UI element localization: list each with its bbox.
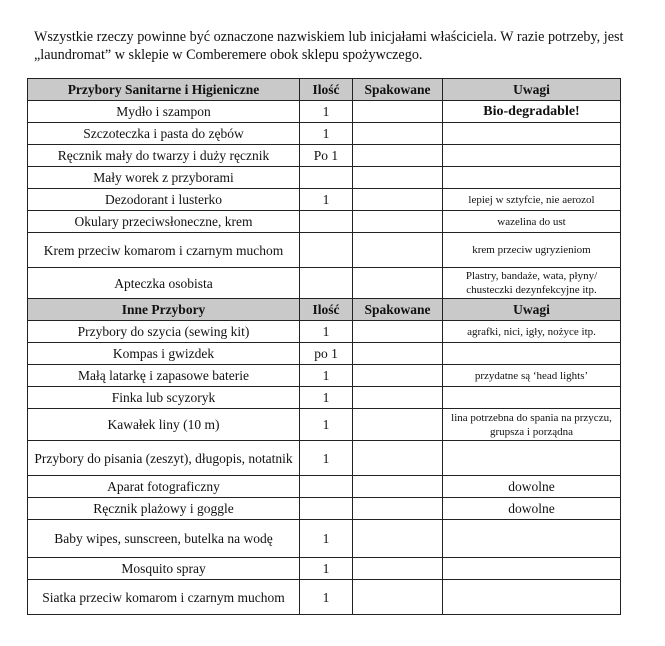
item-cell: Krem przeciw komarom i czarnym muchom: [28, 233, 300, 268]
table-row: [28, 558, 621, 580]
packed-cell[interactable]: [353, 189, 443, 211]
section-title: Inne Przybory: [28, 299, 300, 321]
table-row: [28, 145, 621, 167]
item-cell: Ręcznik plażowy i goggle: [28, 498, 300, 520]
table-row: [28, 409, 621, 441]
item-cell: Przybory do pisania (zeszyt), długopis, notatnik: [28, 441, 300, 476]
table-row: [28, 387, 621, 409]
note-cell: lina potrzebna do spania na przyczu, grupsza i porządna: [443, 409, 621, 441]
packed-cell[interactable]: [353, 321, 443, 343]
table-row: [28, 365, 621, 387]
quantity-cell: [300, 476, 353, 498]
note-cell: [443, 387, 621, 409]
table-row: [28, 211, 621, 233]
item-cell: Finka lub scyzoryk: [28, 387, 300, 409]
quantity-cell: 1: [300, 409, 353, 441]
packed-cell[interactable]: [353, 441, 443, 476]
packed-cell[interactable]: [353, 268, 443, 299]
item-cell: Dezodorant i lusterko: [28, 189, 300, 211]
packed-cell[interactable]: [353, 476, 443, 498]
item-cell: Przybory do szycia (sewing kit): [28, 321, 300, 343]
packed-cell[interactable]: [353, 167, 443, 189]
packed-cell[interactable]: [353, 233, 443, 268]
item-cell: Mały worek z przyborami: [28, 167, 300, 189]
packed-cell[interactable]: [353, 498, 443, 520]
note-cell: [443, 343, 621, 365]
section-title: Przybory Sanitarne i Higieniczne: [28, 79, 300, 101]
section-header-row: [28, 299, 621, 321]
note-cell: [443, 580, 621, 615]
quantity-cell: 1: [300, 365, 353, 387]
notes-header: Uwagi: [443, 299, 621, 321]
note-cell: wazelina do ust: [443, 211, 621, 233]
table-row: [28, 123, 621, 145]
notes-header: Uwagi: [443, 79, 621, 101]
table-row: [28, 321, 621, 343]
table-row: [28, 233, 621, 268]
table-row: [28, 101, 621, 123]
table-row: [28, 476, 621, 498]
quantity-cell: 1: [300, 580, 353, 615]
item-cell: Ręcznik mały do twarzy i duży ręcznik: [28, 145, 300, 167]
table-row: [28, 343, 621, 365]
quantity-cell: 1: [300, 123, 353, 145]
quantity-cell: po 1: [300, 343, 353, 365]
note-cell: [443, 145, 621, 167]
item-cell: Mosquito spray: [28, 558, 300, 580]
packed-cell[interactable]: [353, 409, 443, 441]
note-cell: przydatne są ‘head lights’: [443, 365, 621, 387]
note-cell: lepiej w sztyfcie, nie aerozol: [443, 189, 621, 211]
quantity-cell: 1: [300, 321, 353, 343]
table-row: [28, 268, 621, 299]
item-cell: Apteczka osobista: [28, 268, 300, 299]
packed-cell[interactable]: [353, 580, 443, 615]
section-header-row: [28, 79, 621, 101]
note-cell: [443, 441, 621, 476]
table-row: [28, 580, 621, 615]
table-row: [28, 189, 621, 211]
packing-list-table: [27, 78, 621, 615]
table-row: [28, 167, 621, 189]
note-cell: [443, 123, 621, 145]
note-cell: Bio-degradable!: [443, 101, 621, 123]
item-cell: Mydło i szampon: [28, 101, 300, 123]
packed-cell[interactable]: [353, 343, 443, 365]
item-cell: Okulary przeciwsłoneczne, krem: [28, 211, 300, 233]
note-cell: [443, 167, 621, 189]
note-cell: dowolne: [443, 498, 621, 520]
packed-cell[interactable]: [353, 145, 443, 167]
packed-header: Spakowane: [353, 79, 443, 101]
item-cell: Małą latarkę i zapasowe baterie: [28, 365, 300, 387]
table-row: [28, 520, 621, 558]
note-cell: Plastry, bandaże, wata, płyny/ chusteczki dezynfekcyjne itp.: [443, 268, 621, 299]
quantity-cell: 1: [300, 558, 353, 580]
quantity-cell: 1: [300, 101, 353, 123]
item-cell: Siatka przeciw komarom i czarnym muchom: [28, 580, 300, 615]
note-cell: [443, 558, 621, 580]
quantity-cell: 1: [300, 189, 353, 211]
packed-cell[interactable]: [353, 101, 443, 123]
packed-cell[interactable]: [353, 558, 443, 580]
table-row: [28, 498, 621, 520]
note-cell: [443, 520, 621, 558]
item-cell: Aparat fotograficzny: [28, 476, 300, 498]
quantity-cell: 1: [300, 520, 353, 558]
packed-header: Spakowane: [353, 299, 443, 321]
item-cell: Kawałek liny (10 m): [28, 409, 300, 441]
item-cell: Kompas i gwizdek: [28, 343, 300, 365]
quantity-cell: [300, 498, 353, 520]
quantity-cell: 1: [300, 387, 353, 409]
packed-cell[interactable]: [353, 211, 443, 233]
packed-cell[interactable]: [353, 123, 443, 145]
quantity-header: Ilość: [300, 299, 353, 321]
intro-paragraph: Wszystkie rzeczy powinne być oznaczone nazwiskiem lub inicjałami właściciela. W razie potrzeby, jest „laundromat” w sklepie w Comberemere obok sklepu spożywczego.: [34, 29, 624, 63]
note-cell: agrafki, nici, igły, nożyce itp.: [443, 321, 621, 343]
table-row: [28, 441, 621, 476]
packed-cell[interactable]: [353, 365, 443, 387]
quantity-cell: Po 1: [300, 145, 353, 167]
quantity-cell: [300, 268, 353, 299]
quantity-cell: [300, 211, 353, 233]
note-cell: dowolne: [443, 476, 621, 498]
quantity-cell: [300, 167, 353, 189]
item-cell: Szczoteczka i pasta do zębów: [28, 123, 300, 145]
packed-cell[interactable]: [353, 387, 443, 409]
packed-cell[interactable]: [353, 520, 443, 558]
item-cell: Baby wipes, sunscreen, butelka na wodę: [28, 520, 300, 558]
quantity-header: Ilość: [300, 79, 353, 101]
note-cell: krem przeciw ugryzieniom: [443, 233, 621, 268]
quantity-cell: 1: [300, 441, 353, 476]
quantity-cell: [300, 233, 353, 268]
